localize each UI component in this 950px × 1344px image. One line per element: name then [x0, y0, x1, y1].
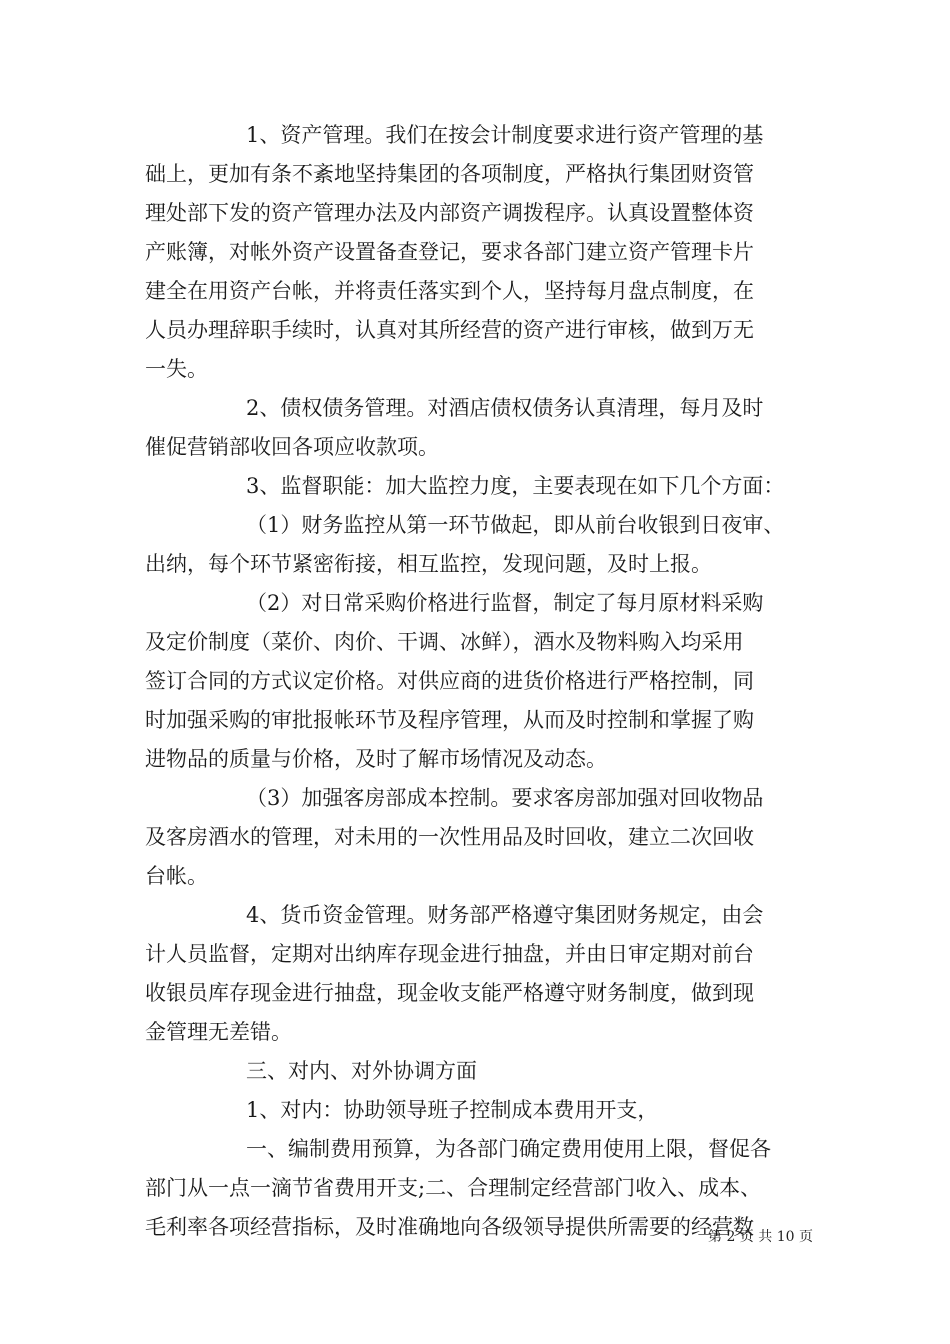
- text-line: 金管理无差错。: [145, 1020, 292, 1044]
- text-line: 计人员监督，定期对出纳库存现金进行抽盘，并由日审定期对前台: [145, 942, 754, 966]
- text-line: （3）加强客房部成本控制。要求客房部加强对回收物品: [246, 786, 764, 810]
- text-line: 1、对内：协助领导班子控制成本费用开支，: [246, 1098, 659, 1122]
- text-line: 台帐。: [145, 864, 208, 888]
- text-line: （1）财务监控从第一环节做起，即从前台收银到日夜审、: [246, 513, 785, 537]
- text-line: 理处部下发的资产管理办法及内部资产调拨程序。认真设置整体资: [145, 201, 754, 225]
- text-line: （2）对日常采购价格进行监督，制定了每月原材料采购: [246, 591, 764, 615]
- text-line: 础上，更加有条不紊地坚持集团的各项制度，严格执行集团财资管: [145, 162, 754, 186]
- text-line: 一失。: [145, 357, 208, 381]
- text-line: 出纳，每个环节紧密衔接，相互监控，发现问题，及时上报。: [145, 552, 712, 576]
- text-line: 人员办理辞职手续时，认真对其所经营的资产进行审核，做到万无: [145, 318, 754, 342]
- text-line: 收银员库存现金进行抽盘，现金收支能严格遵守财务制度，做到现: [145, 981, 754, 1005]
- section-heading: 三、对内、对外协调方面: [246, 1059, 477, 1083]
- text-line: 2、债权债务管理。对酒店债权债务认真清理，每月及时: [246, 396, 764, 420]
- text-line: 一、编制费用预算，为各部门确定费用使用上限，督促各: [246, 1137, 771, 1161]
- text-line: 时加强采购的审批报帐环节及程序管理，从而及时控制和掌握了购: [145, 708, 754, 732]
- text-line: 催促营销部收回各项应收款项。: [145, 435, 439, 459]
- text-line: 毛利率各项经营指标，及时准确地向各级领导提供所需要的经营数: [145, 1215, 754, 1239]
- text-line: 产账簿，对帐外资产设置备查登记，要求各部门建立资产管理卡片: [145, 240, 754, 264]
- text-line: 进物品的质量与价格，及时了解市场情况及动态。: [145, 747, 607, 771]
- text-line: 1、资产管理。我们在按会计制度要求进行资产管理的基: [246, 123, 764, 147]
- text-line: 部门从一点一滴节省费用开支;二、合理制定经营部门收入、成本、: [145, 1176, 762, 1200]
- page-number: 第 2 页 共 10 页: [708, 1229, 813, 1245]
- text-line: 及客房酒水的管理，对未用的一次性用品及时回收，建立二次回收: [145, 825, 754, 849]
- text-line: 3、监督职能：加大监控力度，主要表现在如下几个方面：: [246, 474, 785, 498]
- text-line: 及定价制度（菜价、肉价、干调、冰鲜），酒水及物料购入均采用: [145, 630, 744, 654]
- text-line: 4、货币资金管理。财务部严格遵守集团财务规定，由会: [246, 903, 764, 927]
- text-line: 签订合同的方式议定价格。对供应商的进货价格进行严格控制，同: [145, 669, 754, 693]
- text-line: 建全在用资产台帐，并将责任落实到个人，坚持每月盘点制度，在: [145, 279, 754, 303]
